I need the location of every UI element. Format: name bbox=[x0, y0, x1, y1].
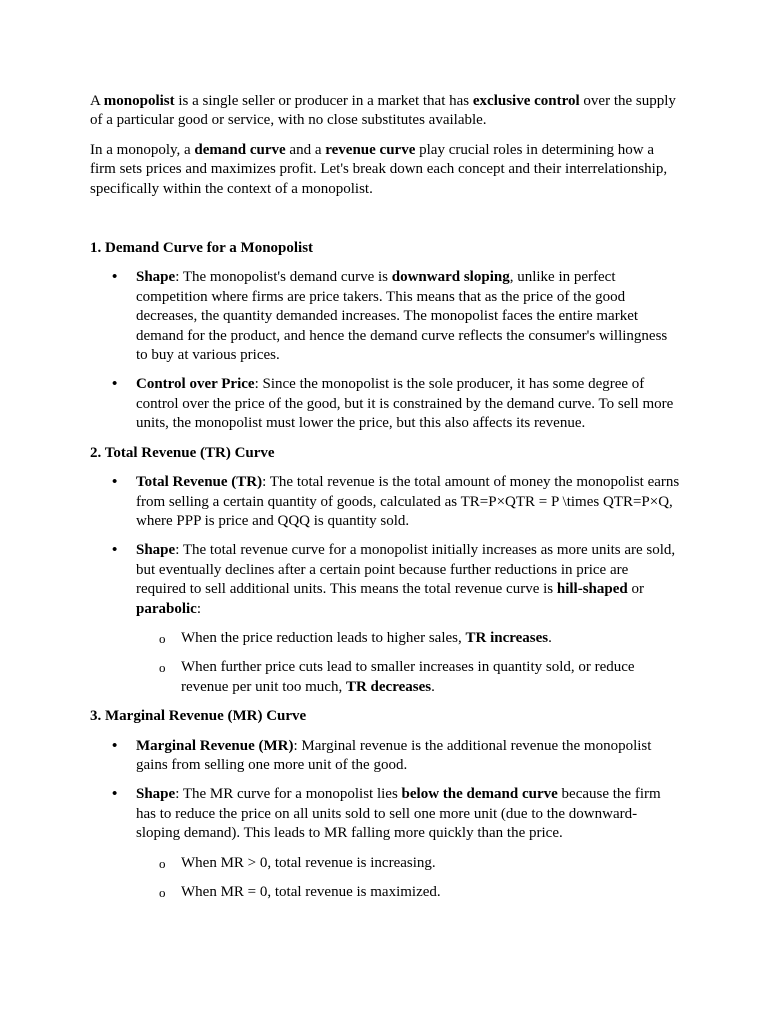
bullet-marker: • bbox=[112, 474, 118, 491]
text-run: : The total revenue is the total amount of money the monopolist earns from selling a certain quantity of goods, calculated as TR=P×QTR = P \times QTR=P×Q, where PPP is price and QQQ is quantity sold. bbox=[136, 474, 680, 529]
list-item-text bbox=[136, 375, 680, 433]
bold-text: downward sloping bbox=[391, 269, 510, 286]
bullet-marker: • bbox=[112, 269, 118, 286]
text-run: When further price cuts lead to smaller increases in quantity sold, or reduce revenue per unit too much, bbox=[181, 659, 635, 695]
text-run: : The monopolist's demand curve is bbox=[175, 269, 392, 286]
bullet-marker: • bbox=[112, 786, 118, 803]
text-run: play crucial roles in determining how a firm sets prices and maximizes profit. Let's break down each concept and their interrelationship, specifically within the context of a monopolist. bbox=[90, 141, 668, 197]
bold-text: below the demand curve bbox=[401, 786, 558, 803]
bold-text: hill-shaped bbox=[556, 581, 628, 598]
bold-text: monopolist bbox=[103, 93, 175, 109]
text-run: : Since the monopolist is the sole producer, it has some degree of control over the price of the good, but it is constrained by the demand curve. To sell more units, the monopolist must lower the price, but this also affects its revenue. bbox=[136, 376, 674, 432]
text-run: or bbox=[627, 581, 644, 598]
text-run: : bbox=[196, 600, 202, 617]
text-run: . bbox=[548, 629, 552, 646]
bold-text: Shape bbox=[136, 269, 176, 286]
bold-text: Control over Price bbox=[136, 376, 255, 393]
sub-list-item bbox=[90, 658, 680, 697]
bold-text: parabolic bbox=[136, 600, 197, 617]
text-run: When MR > 0, total revenue is increasing. bbox=[181, 854, 436, 871]
bold-text: Marginal Revenue (MR) bbox=[136, 737, 294, 754]
bold-text: Shape bbox=[136, 786, 176, 803]
list-item bbox=[90, 785, 680, 843]
sub-list-item bbox=[90, 854, 680, 873]
sub-bullet-marker: o bbox=[159, 630, 166, 646]
sub-bullet-marker: o bbox=[159, 855, 166, 871]
list-item-text bbox=[136, 737, 680, 776]
sub-bullet-marker: o bbox=[159, 660, 166, 676]
text-run: . bbox=[431, 678, 435, 695]
text-run: because the firm has to reduce the price on all units sold to sell one more unit (due to the downward-sloping demand). This leads to MR falling more quickly than the price. bbox=[136, 786, 661, 842]
bold-text: Shape bbox=[136, 542, 176, 559]
sub-list-item bbox=[90, 629, 680, 648]
list-item-text bbox=[136, 541, 680, 619]
text-run: When MR = 0, total revenue is maximized. bbox=[181, 884, 441, 900]
text-run: : The MR curve for a monopolist lies bbox=[175, 786, 402, 803]
intro-paragraph-1 bbox=[90, 92, 680, 131]
intro-paragraph-2 bbox=[90, 141, 680, 199]
text-run: In a monopoly, a bbox=[90, 141, 195, 158]
text-run: When the price reduction leads to higher sales, bbox=[181, 629, 466, 646]
sub-list-item-text bbox=[181, 658, 680, 697]
section-heading-marginal-revenue: 3. Marginal Revenue (MR) Curve bbox=[90, 708, 307, 725]
section-heading-total-revenue: 2. Total Revenue (TR) Curve bbox=[90, 444, 275, 461]
bullet-marker: • bbox=[112, 737, 118, 754]
list-item-text bbox=[136, 473, 680, 531]
list-item bbox=[90, 268, 680, 365]
bold-text: TR increases bbox=[465, 629, 549, 646]
sub-list-item bbox=[90, 883, 680, 902]
bold-text: exclusive control bbox=[472, 93, 580, 109]
text-run: , unlike in perfect competition where firms are price takers. This means that as the price of the good decreases, the quantity demanded increases. The monopolist faces the entire market demand for the product, and hence the demand curve reflects the consumer's willingness to buy at various prices. bbox=[136, 269, 668, 364]
bold-text: demand curve bbox=[194, 141, 286, 158]
sub-bullet-marker: o bbox=[159, 885, 166, 900]
bold-text: Total Revenue (TR) bbox=[136, 474, 263, 491]
sub-list-item-text bbox=[181, 854, 680, 873]
list-item-text bbox=[136, 785, 680, 843]
sub-list-item-text bbox=[181, 883, 680, 902]
sub-list-item-text bbox=[181, 629, 680, 648]
bullet-marker: • bbox=[112, 542, 118, 559]
list-item bbox=[90, 375, 680, 433]
list-item bbox=[90, 737, 680, 776]
text-run: is a single seller or producer in a market that has bbox=[174, 93, 473, 109]
list-item bbox=[90, 473, 680, 531]
text-run: : The total revenue curve for a monopolist initially increases as more units are sold, but eventually declines after a certain point because further reductions in price are required to sell additional units. This means the total revenue curve is bbox=[136, 542, 676, 598]
bullet-marker: • bbox=[112, 376, 118, 393]
bold-text: TR decreases bbox=[345, 678, 432, 695]
document-page bbox=[90, 92, 680, 912]
text-run: over the supply of a particular good or service, with no close substitutes available. bbox=[90, 93, 676, 129]
text-run: A bbox=[90, 93, 104, 109]
text-run: and a bbox=[285, 141, 326, 158]
text-run: : Marginal revenue is the additional revenue the monopolist gains from selling one more unit of the good. bbox=[136, 737, 652, 773]
list-item bbox=[90, 541, 680, 619]
list-item-text bbox=[136, 268, 680, 365]
bold-text: revenue curve bbox=[325, 141, 416, 158]
section-heading-demand-curve: 1. Demand Curve for a Monopolist bbox=[90, 240, 314, 257]
